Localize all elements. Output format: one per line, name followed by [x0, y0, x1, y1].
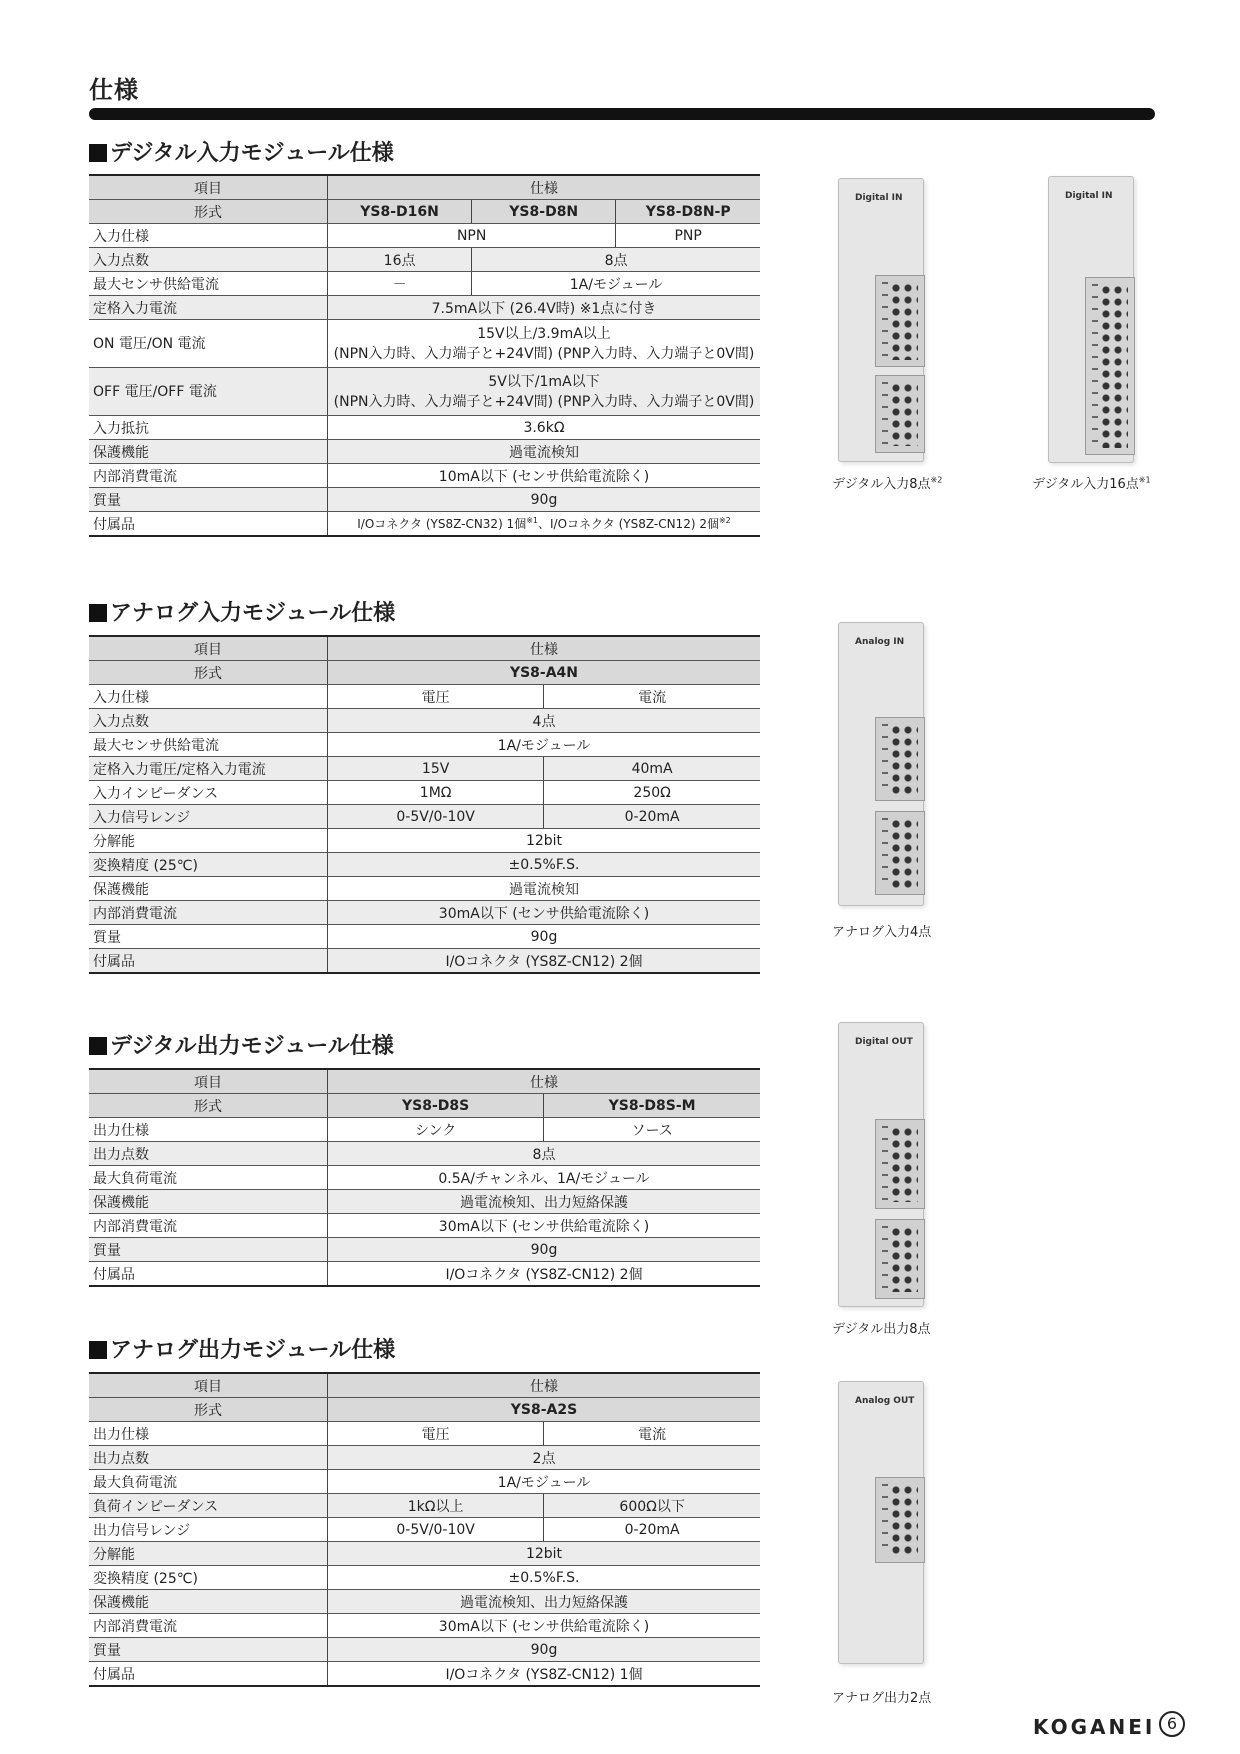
table-row: 形式 YS8-D8S YS8-D8S-M	[89, 1094, 760, 1118]
table-row: 質量 90g	[89, 1638, 760, 1662]
table-row: 負荷インピーダンス 1kΩ以上 600Ω以下	[89, 1494, 760, 1518]
table-row: 出力点数 2点	[89, 1446, 760, 1470]
table-row: ON 電圧/ON 電流 15V以上/3.9mA以上 (NPN入力時、入力端子と+24V間) (PNP入力時、入力端子と0V間)	[89, 320, 760, 368]
table-row: 出力点数 8点	[89, 1142, 760, 1166]
digital-input-8-caption: デジタル入力8点$^{※2}$	[832, 475, 943, 492]
table-row: 入力点数 4点	[89, 709, 760, 733]
page-number: 6	[1159, 1711, 1185, 1737]
table-row: 保護機能 過電流検知、出力短絡保護	[89, 1590, 760, 1614]
analog-output-caption: アナログ出力2点	[832, 1691, 932, 1706]
connector-block	[875, 717, 925, 801]
title-rule	[89, 108, 1155, 120]
square-bullet-icon	[89, 604, 107, 622]
analog-output-heading: アナログ出力モジュール仕様	[89, 1333, 395, 1364]
table-row: 質量 90g	[89, 488, 760, 512]
brand-logo: KOGANEI	[1033, 1715, 1156, 1739]
table-row: 入力信号レンジ 0-5V/0-10V 0-20mA	[89, 805, 760, 829]
digital-input-16-caption: デジタル入力16点$^{※1}$	[1032, 475, 1151, 492]
table-row: 最大負荷電流 0.5A/チャンネル、1A/モジュール	[89, 1166, 760, 1190]
table-row: 保護機能 過電流検知、出力短絡保護	[89, 1190, 760, 1214]
table-row: 形式 YS8-D16N YS8-D8N YS8-D8N-P	[89, 200, 760, 224]
square-bullet-icon	[89, 144, 107, 162]
table-row: 項目 仕様	[89, 175, 760, 200]
analog-output-module-image: Analog OUT	[838, 1381, 924, 1664]
table-row: 付属品 I/Oコネクタ (YS8Z-CN32) 1個$^{※1}$、I/Oコネクタ (YS8Z-CN12) 2個$^{※2}$	[89, 512, 760, 537]
digital-input-spec-table	[89, 174, 760, 537]
analog-input-caption: アナログ入力4点	[832, 925, 932, 940]
digital-output-module-image: Digital OUT	[838, 1022, 924, 1307]
digital-output-spec-table	[89, 1068, 760, 1287]
table-row: 内部消費電流 30mA以下 (センサ供給電流除く)	[89, 1614, 760, 1638]
connector-block	[875, 1477, 925, 1563]
table-row: 内部消費電流 30mA以下 (センサ供給電流除く)	[89, 1214, 760, 1238]
table-row: 入力仕様 電圧 電流	[89, 685, 760, 709]
table-row: 内部消費電流 10mA以下 (センサ供給電流除く)	[89, 464, 760, 488]
square-bullet-icon	[89, 1341, 107, 1359]
table-row: 形式 YS8-A2S	[89, 1398, 760, 1422]
table-row: 最大センサ供給電流 － 1A/モジュール	[89, 272, 760, 296]
table-row: 項目 仕様	[89, 1373, 760, 1398]
table-row: 項目 仕様	[89, 636, 760, 661]
table-row: 付属品 I/Oコネクタ (YS8Z-CN12) 2個	[89, 949, 760, 974]
table-row: 付属品 I/Oコネクタ (YS8Z-CN12) 2個	[89, 1262, 760, 1287]
digital-input-16-module-image: Digital IN	[1048, 176, 1134, 463]
analog-input-spec-table	[89, 635, 760, 974]
analog-input-module-image: Analog IN	[838, 622, 924, 906]
table-row: 入力点数 16点 8点	[89, 248, 760, 272]
table-row: 最大センサ供給電流 1A/モジュール	[89, 733, 760, 757]
table-row: 定格入力電流 7.5mA以下 (26.4V時) ※1点に付き	[89, 296, 760, 320]
digital-output-caption: デジタル出力8点	[832, 1322, 931, 1337]
table-row: 分解能 12bit	[89, 1542, 760, 1566]
table-row: 付属品 I/Oコネクタ (YS8Z-CN12) 1個	[89, 1662, 760, 1687]
connector-block	[875, 375, 925, 453]
digital-input-heading: デジタル入力モジュール仕様	[89, 136, 394, 167]
table-row: OFF 電圧/OFF 電流 5V以下/1mA以下 (NPN入力時、入力端子と+24V間) (PNP入力時、入力端子と0V間)	[89, 368, 760, 416]
analog-input-heading: アナログ入力モジュール仕様	[89, 596, 395, 627]
connector-block	[1085, 277, 1135, 455]
table-row: 分解能 12bit	[89, 829, 760, 853]
table-row: 変換精度 (25℃) ±0.5%F.S.	[89, 853, 760, 877]
table-row: 入力仕様 NPN PNP	[89, 224, 760, 248]
connector-block	[875, 811, 925, 895]
connector-block	[875, 1219, 925, 1299]
connector-block	[875, 275, 925, 367]
square-bullet-icon	[89, 1037, 107, 1055]
table-row: 内部消費電流 30mA以下 (センサ供給電流除く)	[89, 901, 760, 925]
digital-output-heading: デジタル出力モジュール仕様	[89, 1029, 394, 1060]
analog-output-spec-table	[89, 1372, 760, 1687]
connector-block	[875, 1119, 925, 1209]
table-row: 変換精度 (25℃) ±0.5%F.S.	[89, 1566, 760, 1590]
table-row: 保護機能 過電流検知	[89, 440, 760, 464]
table-row: 出力仕様 シンク ソース	[89, 1118, 760, 1142]
table-row: 質量 90g	[89, 925, 760, 949]
table-row: 定格入力電圧/定格入力電流 15V 40mA	[89, 757, 760, 781]
table-row: 最大負荷電流 1A/モジュール	[89, 1470, 760, 1494]
table-row: 形式 YS8-A4N	[89, 661, 760, 685]
table-row: 項目 仕様	[89, 1069, 760, 1094]
table-row: 入力インピーダンス 1MΩ 250Ω	[89, 781, 760, 805]
table-row: 出力仕様 電圧 電流	[89, 1422, 760, 1446]
table-row: 質量 90g	[89, 1238, 760, 1262]
table-row: 保護機能 過電流検知	[89, 877, 760, 901]
digital-input-8-module-image: Digital IN	[838, 178, 924, 462]
table-row: 出力信号レンジ 0-5V/0-10V 0-20mA	[89, 1518, 760, 1542]
page-title: 仕様	[89, 76, 139, 104]
table-row: 入力抵抗 3.6kΩ	[89, 416, 760, 440]
